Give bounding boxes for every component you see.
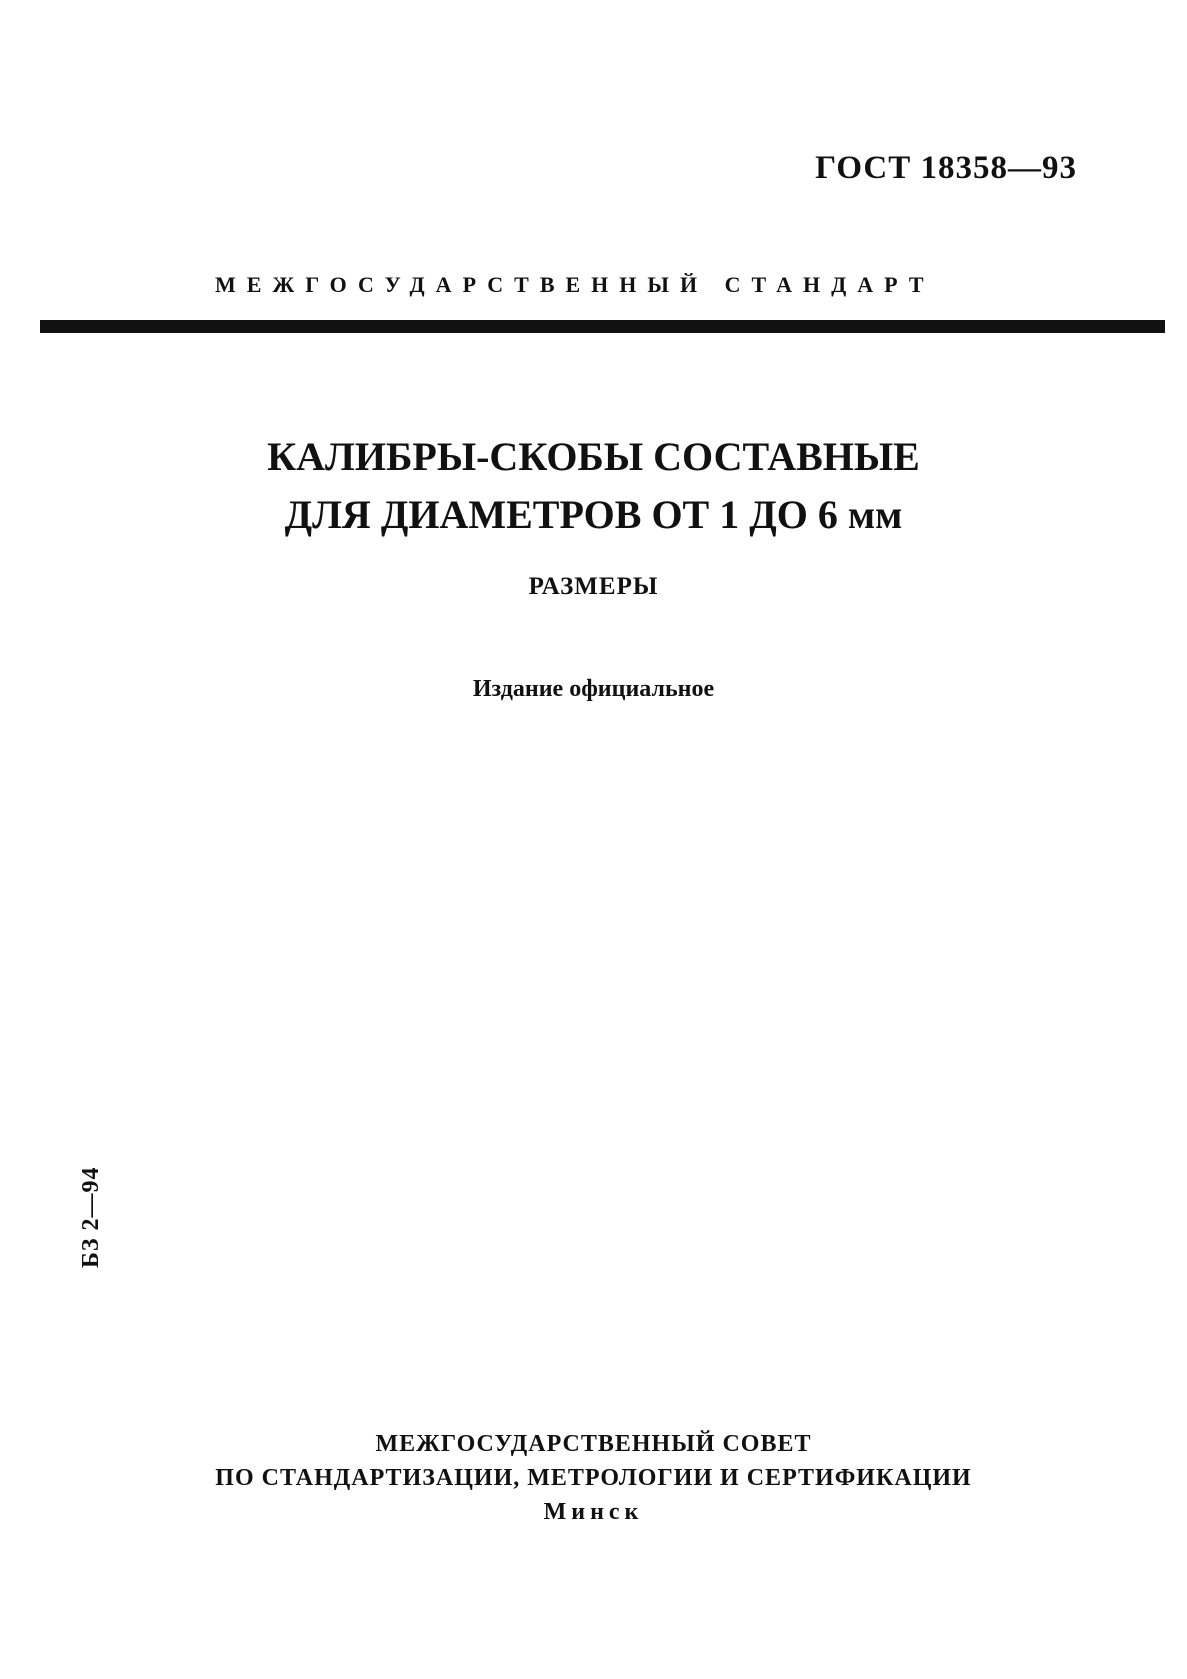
- document-subtitle: РАЗМЕРЫ: [528, 573, 659, 600]
- edition-note: Издание официальное: [472, 676, 715, 702]
- document-title: [0, 428, 1187, 544]
- publisher-line-1: МЕЖГОСУДАРСТВЕННЫЙ СОВЕТ: [375, 1431, 812, 1457]
- standard-type-label: МЕЖГОСУДАРСТВЕННЫЙ СТАНДАРТ: [215, 272, 935, 297]
- side-code: БЗ 2—94: [78, 1166, 104, 1268]
- publisher-line-2: ПО СТАНДАРТИЗАЦИИ, МЕТРОЛОГИИ И СЕРТИФИКАЦИИ: [215, 1465, 972, 1491]
- document-number: ГОСТ 18358—93: [815, 150, 1077, 186]
- publisher-city: Минск: [543, 1499, 644, 1525]
- title-line-1: КАЛИБРЫ-СКОБЫ СОСТАВНЫЕ: [267, 434, 920, 479]
- publisher-block: [0, 1427, 1187, 1529]
- header-divider: [40, 320, 1165, 333]
- title-line-2: ДЛЯ ДИАМЕТРОВ ОТ 1 ДО 6 мм: [284, 492, 903, 537]
